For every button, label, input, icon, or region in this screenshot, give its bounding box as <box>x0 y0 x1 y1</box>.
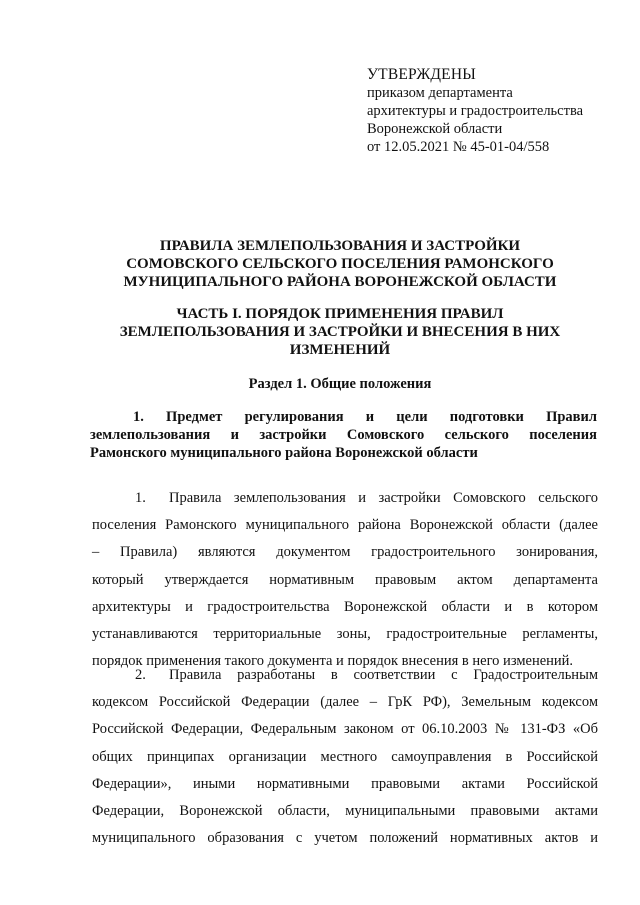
paragraph-line: устанавливаются территориальные зоны, градостроительные регламенты, <box>92 625 598 642</box>
subsection-title <box>90 408 597 462</box>
paragraph-line: Федерации, Воронежской области, муниципальными правовыми актами <box>92 802 598 819</box>
part-title-line: ИЗМЕНЕНИЙ <box>289 342 391 358</box>
subsection-title-line: Рамонского муниципального района Воронежской области <box>90 445 478 461</box>
document-title <box>80 237 600 291</box>
paragraph-1 <box>92 485 598 675</box>
paragraph-number: 1. <box>135 490 146 506</box>
paragraph-line: архитектуры и градостроительства Воронежской области и в котором <box>92 598 598 615</box>
part-title-line: ЧАСТЬ I. ПОРЯДОК ПРИМЕНЕНИЯ ПРАВИЛ <box>176 306 504 322</box>
document-title-line: ПРАВИЛА ЗЕМЛЕПОЛЬЗОВАНИЯ И ЗАСТРОЙКИ <box>159 238 521 254</box>
paragraph-line <box>92 662 598 689</box>
subsection-title-line: землепользования и застройки Сомовского сельского поселения <box>90 427 597 443</box>
approval-heading: УТВЕРЖДЕНЫ <box>367 66 476 83</box>
paragraph-line: – Правила) являются документом градостроительного зонирования, <box>92 544 598 561</box>
paragraph-line: который утверждается нормативным правовым актом департамента <box>92 571 598 588</box>
paragraph-line-text: Правила разработаны в соответствии с Градостроительным <box>169 667 598 683</box>
paragraph-number: 2. <box>135 667 146 683</box>
paragraph-line <box>92 485 598 512</box>
paragraph-line: Федерации», иными нормативными правовыми актами Российской <box>92 775 598 792</box>
paragraph-line: поселения Рамонского муниципального района Воронежской области (далее <box>92 517 598 534</box>
paragraph-line: муниципального образования с учетом положений нормативных актов и <box>92 830 598 847</box>
document-title-line: СОМОВСКОГО СЕЛЬСКОГО ПОСЕЛЕНИЯ РАМОНСКОГО <box>126 256 554 272</box>
paragraph-line: общих принципах организации местного самоуправления в Российской <box>92 748 598 765</box>
part-title <box>80 305 600 359</box>
paragraph-2 <box>92 662 598 852</box>
approval-line: приказом департамента <box>367 85 513 101</box>
approval-line: архитектуры и градостроительства <box>367 103 584 119</box>
approval-stamp <box>367 66 617 156</box>
part-title-line: ЗЕМЛЕПОЛЬЗОВАНИЯ И ЗАСТРОЙКИ И ВНЕСЕНИЯ В НИХ <box>119 324 561 340</box>
approval-line: Воронежской области <box>367 121 503 137</box>
paragraph-line: кодексом Российской Федерации (далее – ГрК РФ), Земельным кодексом <box>92 694 598 711</box>
document-title-line: МУНИЦИПАЛЬНОГО РАЙОНА ВОРОНЕЖСКОЙ ОБЛАСТИ <box>123 274 557 290</box>
section-title <box>80 375 600 393</box>
paragraph-line: Российской Федерации, Федеральным законом от 06.10.2003 № 131-ФЗ «Об <box>92 721 598 738</box>
paragraph-line-text: Правила землепользования и застройки Сомовского сельского <box>169 490 598 506</box>
section-title-text: Раздел 1. Общие положения <box>248 376 432 392</box>
subsection-title-line: 1. Предмет регулирования и цели подготовки Правил <box>133 409 597 425</box>
approval-order-number: от 12.05.2021 № 45-01-04/558 <box>367 139 550 155</box>
paragraph-line: порядок применения такого документа и порядок внесения в него изменений. <box>92 653 574 670</box>
